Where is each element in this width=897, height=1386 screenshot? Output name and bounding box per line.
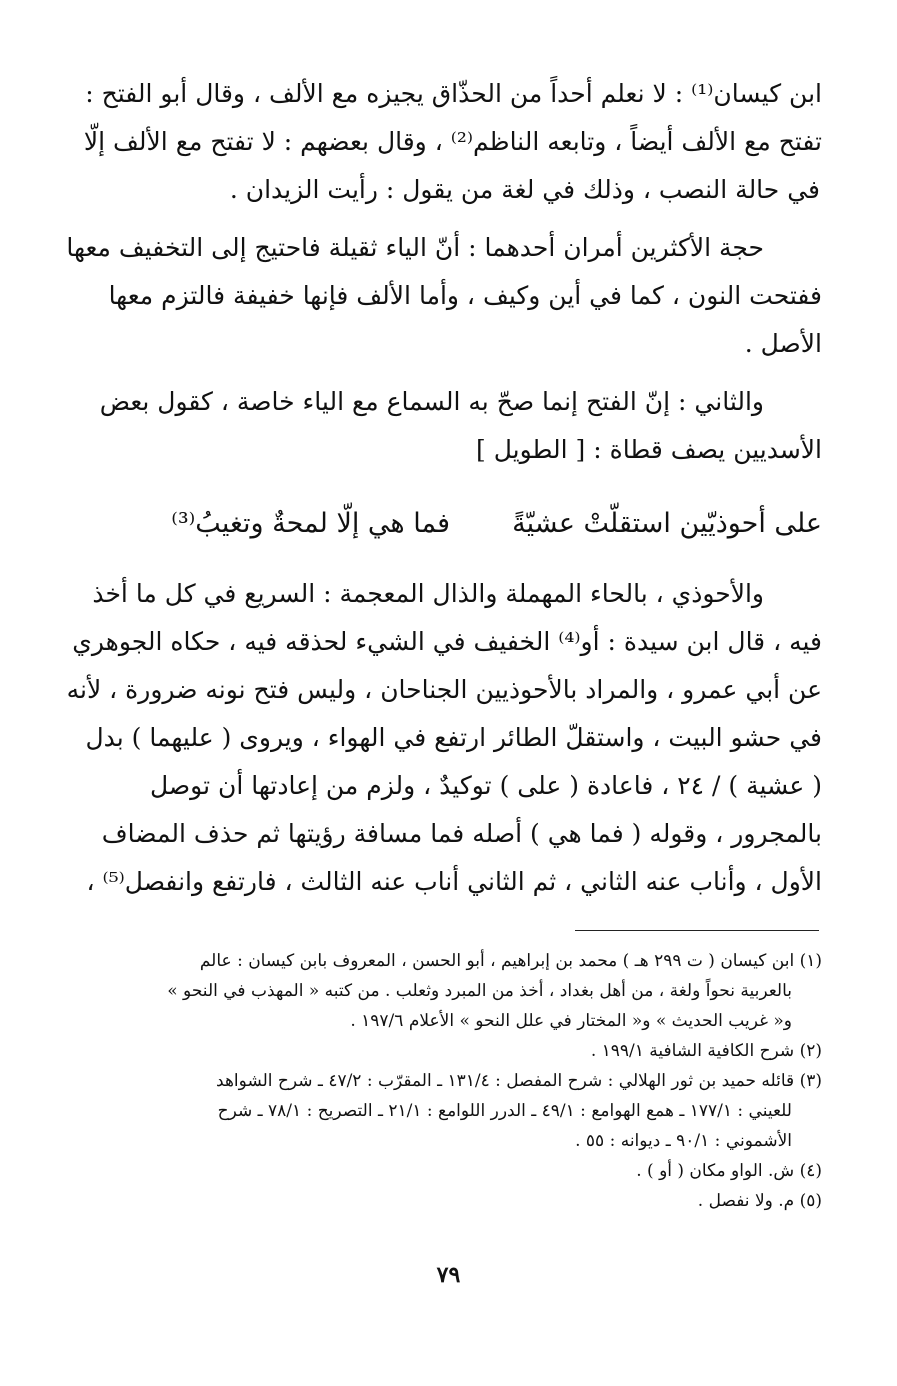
footnote-line: للعيني : ١٧٧/١ ـ همع الهوامع : ٤٩/١ ـ الدرر اللوامع : ٢١/١ ـ التصريح : ٧٨/١ ـ شرح [217,1101,792,1121]
text-line: والثاني : إنّ الفتح إنما صحّ به السماع مع الياء خاصة ، كقول بعض [99,387,764,416]
paragraph-2 [66,224,822,368]
verse-second-hemistich: فما هي إلّا لمحةٌ وتغيبُ⁽³⁾ [171,508,450,539]
poetry-verse [110,500,822,548]
footnote-line: (٢) شرح الكافية الشافية ١٩٩/١ . [590,1041,822,1061]
main-text-bottom [66,570,822,906]
page-number: ٧٩ [436,1262,461,1288]
text-line: ( عشية ) / ٢٤ ، فاعادة ( على ) توكيدٌ ، ولزم من إعادتها أن توصل [150,771,822,800]
verse-first-hemistich: على أحوذيّين استقلّتْ عشيّةً [512,508,822,539]
text-line: الأصل . [744,329,822,358]
footnote-line: (٤) ش. الواو مكان ( أو ) . [636,1161,822,1181]
text-line: حجة الأكثرين أمران أحدهما : أنّ الياء ثقيلة فاحتيج إلى التخفيف معها [66,233,764,262]
footnote-line: الأشموني : ٩٠/١ ـ ديوانه : ٥٥ . [575,1131,792,1151]
text-line: عن أبي عمرو ، والمراد بالأحوذيين الجناحان ، وليس فتح نونه ضرورة ، لأنه [66,675,822,704]
text-line: بالمجرور ، وقوله ( فما هي ) أصله فما مسافة رؤيتها ثم حذف المضاف [101,819,822,848]
footnote-line: (٣) قائله حميد بن ثور الهلالي : شرح المفصل : ١٣١/٤ ـ المقرّب : ٤٧/٢ ـ شرح الشواهد [216,1071,822,1091]
text-line: في حالة النصب ، وذلك في لغة من يقول : رأيت الزيدان . [229,175,820,204]
paragraph-3 [99,378,822,474]
footnote-line: بالعربية نحواً ولغة ، من أهل بغداد ، أخذ من المبرد وثعلب . من كتبه « المهذب في النحو » [167,981,792,1001]
text-line: في حشو البيت ، واستقلّ الطائر ارتفع في الهواء ، ويروى ( عليهما ) بدل [85,723,822,752]
footnote-line: و« غريب الحديث » و« المختار في علل النحو » الأعلام ١٩٧/٦ . [350,1011,792,1031]
main-text-top [66,70,822,474]
text-line: ابن كيسان⁽¹⁾ : لا نعلم أحداً من الحذّاق يجيزه مع الألف ، وقال أبو الفتح : [85,79,822,108]
text-line: الأول ، وأناب عنه الثاني ، ثم الثاني أناب عنه الثالث ، فارتفع وانفصل⁽⁵⁾ ، [86,867,822,896]
footnote-line: (١) ابن كيسان ( ت ٢٩٩ هـ ) محمد بن إبراهيم ، أبو الحسن ، المعروف بابن كيسان : عالم [199,951,822,971]
text-line: الأسديين يصف قطاة : [ الطويل ] [476,435,822,464]
text-line: فيه ، قال ابن سيدة : أو⁽⁴⁾ الخفيف في الشيء لحذقه فيه ، حكاه الجوهري [72,627,822,656]
footnote-line: (٥) م. ولا نفصل . [697,1191,822,1211]
footnote-separator [575,930,819,931]
text-line: تفتح مع الألف أيضاً ، وتابعه الناظم⁽²⁾ ، وقال بعضهم : لا تفتح مع الألف إلّا [83,127,822,156]
text-line: ففتحت النون ، كما في أين وكيف ، وأما الألف فإنها خفيفة فالتزم معها [108,281,822,310]
footnotes [110,946,822,1216]
text-line: والأحوذي ، بالحاء المهملة والذال المعجمة : السريع في كل ما أخذ [92,579,764,608]
paragraph-1 [83,70,822,214]
